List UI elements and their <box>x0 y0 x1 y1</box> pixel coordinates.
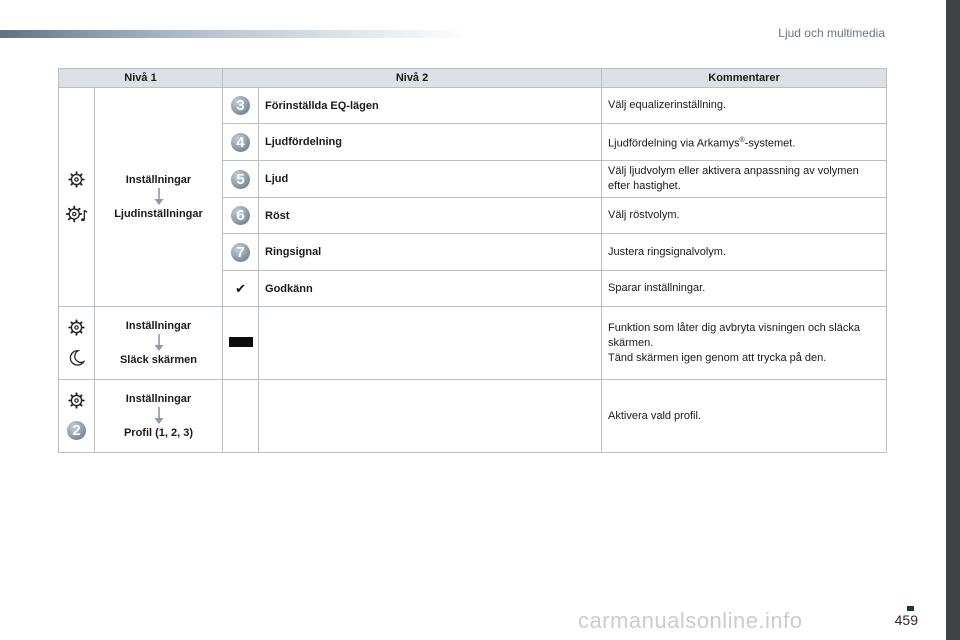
settings-table <box>58 68 887 453</box>
group1-level1-top: Inställningar <box>125 174 192 186</box>
arrow-down-icon <box>154 407 164 425</box>
group3-level1-bottom: Profil (1, 2, 3) <box>123 427 194 439</box>
group1-level1 <box>95 88 223 307</box>
gear-icon <box>68 392 85 409</box>
header-level1: Nivå 1 <box>59 69 223 88</box>
group1-icons <box>59 88 95 307</box>
gear-icon <box>68 319 85 336</box>
row-sound-comment: Välj ljudvolym eller aktivera anpassning av volymen efter hastighet. <box>602 161 887 198</box>
row-confirm-comment: Sparar inställningar. <box>602 271 887 307</box>
group1-level1-bottom: Ljudinställningar <box>114 208 203 220</box>
top-gradient-bar <box>0 30 470 38</box>
page-number: 459 <box>894 612 918 628</box>
group2-icons <box>59 307 95 380</box>
number-3-badge: 3 <box>231 96 250 115</box>
row-confirm-label: Godkänn <box>259 271 602 307</box>
checkmark-icon: ✔ <box>235 280 246 296</box>
gear-icon <box>68 171 85 188</box>
row-eq-presets-label: Förinställda EQ-lägen <box>259 88 602 124</box>
group3-level1-top: Inställningar <box>125 393 192 405</box>
table-row <box>59 307 887 380</box>
arrow-down-icon <box>154 188 164 206</box>
row-sound-distribution-comment: Ljudfördelning via Arkamys®-systemet. <box>602 124 887 161</box>
number-5-badge: 5 <box>231 170 250 189</box>
screen-off-icon <box>229 337 253 347</box>
profile-comment: Aktivera vald profil. <box>602 380 887 453</box>
section-title: Ljud och multimedia <box>778 26 885 40</box>
right-edge-bar <box>946 0 960 640</box>
row-eq-presets-comment: Välj equalizerinställning. <box>602 88 887 124</box>
page-marker <box>907 606 914 611</box>
group2-level1-bottom: Släck skärmen <box>119 354 198 366</box>
gear-music-icon <box>66 204 88 224</box>
group3-icons <box>59 380 95 453</box>
row-voice-label: Röst <box>259 198 602 234</box>
group3-level1 <box>95 380 223 453</box>
number-7-badge: 7 <box>231 243 250 262</box>
header-level2: Nivå 2 <box>223 69 602 88</box>
header-comments: Kommentarer <box>602 69 887 88</box>
table-row <box>59 380 887 453</box>
moon-icon <box>68 348 85 367</box>
row-voice-comment: Välj röstvolym. <box>602 198 887 234</box>
number-2-badge: 2 <box>67 421 86 440</box>
row-sound-distribution-label: Ljudfördelning <box>259 124 602 161</box>
group2-level1-top: Inställningar <box>125 320 192 332</box>
watermark: carmanualsonline.info <box>578 608 803 633</box>
row-ringtone-comment: Justera ringsignalvolym. <box>602 234 887 271</box>
screen-off-comment: Funktion som låter dig avbryta visningen och släcka skärmen. Tänd skärmen igen genom att trycka på den. <box>602 307 887 380</box>
arrow-down-icon <box>154 334 164 352</box>
row-ringtone-label: Ringsignal <box>259 234 602 271</box>
number-6-badge: 6 <box>231 206 250 225</box>
group2-level1 <box>95 307 223 380</box>
table-row <box>59 88 887 124</box>
table-header-row <box>59 69 887 88</box>
row-sound-label: Ljud <box>259 161 602 198</box>
number-4-badge: 4 <box>231 133 250 152</box>
